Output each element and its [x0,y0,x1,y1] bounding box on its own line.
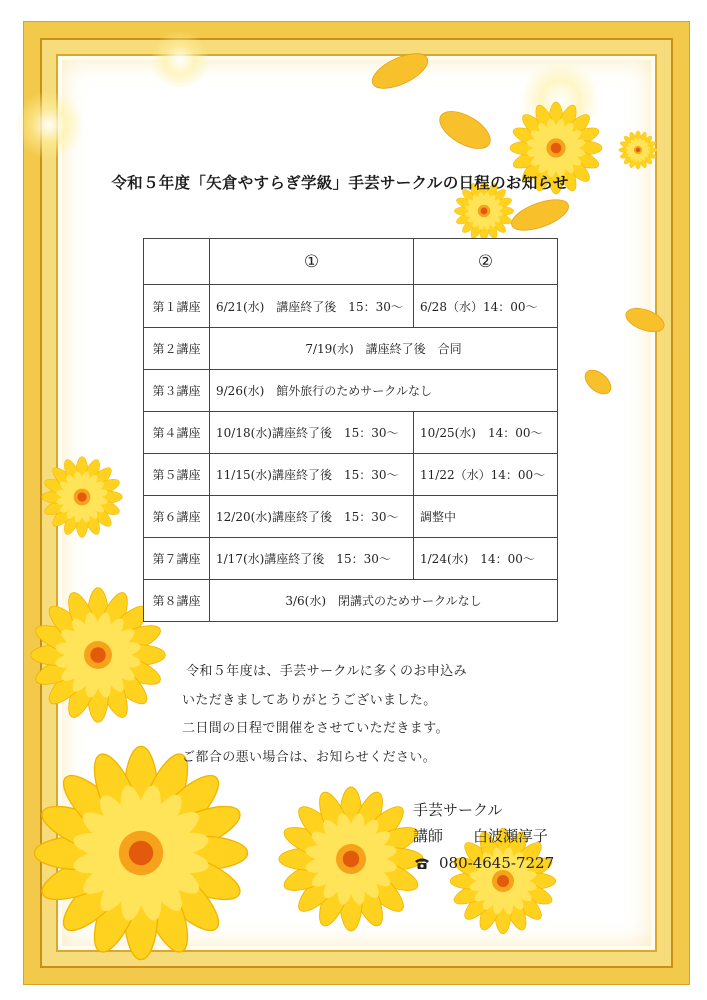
table-row [144,538,558,580]
instructor-row [413,823,554,849]
session-label: 第１講座 [144,285,210,328]
instructor-role: 講師 [413,827,444,845]
sunflower-decoration [276,784,426,934]
sparkle-glow [14,90,84,160]
schedule-cell: 1/24(水) 14：00～ [414,538,558,580]
schedule-cell: 10/18(水)講座終了後 15：30～ [210,412,414,454]
message-line: 令和５年度は、手芸サークルに多くのお申込み [186,664,468,679]
notice-message [182,658,467,772]
petal-decoration [365,46,435,96]
table-header-row [144,239,558,285]
table-row [144,412,558,454]
schedule-cell-merged: 7/19(水) 講座終了後 合同 [210,328,558,370]
phone-number: 080-4645-7227 [439,854,555,872]
petal-decoration [578,362,618,402]
petal-decoration [505,190,575,240]
notice-title: 令和５年度「矢倉やすらぎ学級」手芸サークルの日程のお知らせ [111,174,569,192]
session-label: 第７講座 [144,538,210,580]
schedule-cell-merged: 3/6(水) 閉講式のためサークルなし [210,580,558,622]
session-label: 第８講座 [144,580,210,622]
schedule-cell: 11/15(水)講座終了後 15：30～ [210,454,414,496]
message-line: ご都合の悪い場合は、お知らせください。 [182,749,437,765]
session-label: 第４講座 [144,412,210,454]
signature-block [413,797,554,876]
sunflower-decoration [618,130,658,170]
table-row [144,285,558,328]
schedule-cell: 調整中 [414,496,558,538]
session-label: 第２講座 [144,328,210,370]
phone-icon [413,856,431,870]
table-row [144,328,558,370]
schedule-cell-merged: 9/26(水) 館外旅行のためサークルなし [210,370,558,412]
message-line: いただきましてありがとうございました。 [182,692,437,708]
schedule-cell: 10/25(水) 14：00～ [414,412,558,454]
session-label: 第３講座 [144,370,210,412]
column-header: ② [414,239,558,285]
petal-decoration [620,300,670,340]
table-row [144,580,558,622]
session-label: 第５講座 [144,454,210,496]
session-label: 第６講座 [144,496,210,538]
table-row [144,370,558,412]
instructor-name: 白波瀬淳子 [473,827,549,845]
sunflower-decoration [40,455,124,539]
table-corner-cell [144,239,210,285]
petal-decoration [430,100,500,160]
sunflower-decoration [30,742,252,964]
schedule-cell: 12/20(水)講座終了後 15：30～ [210,496,414,538]
schedule-cell: 1/17(水)講座終了後 15：30～ [210,538,414,580]
column-header: ① [210,239,414,285]
schedule-table [143,238,558,622]
message-line: 二日間の日程で開催をさせていただきます。 [182,721,449,736]
phone-row [413,850,554,876]
schedule-cell: 11/22（水）14：00～ [414,454,558,496]
group-name: 手芸サークル [413,801,503,819]
table-row [144,454,558,496]
table-row [144,496,558,538]
schedule-cell: 6/28（水）14：00～ [414,285,558,328]
sparkle-glow [150,30,210,90]
schedule-cell: 6/21(水) 講座終了後 15：30～ [210,285,414,328]
